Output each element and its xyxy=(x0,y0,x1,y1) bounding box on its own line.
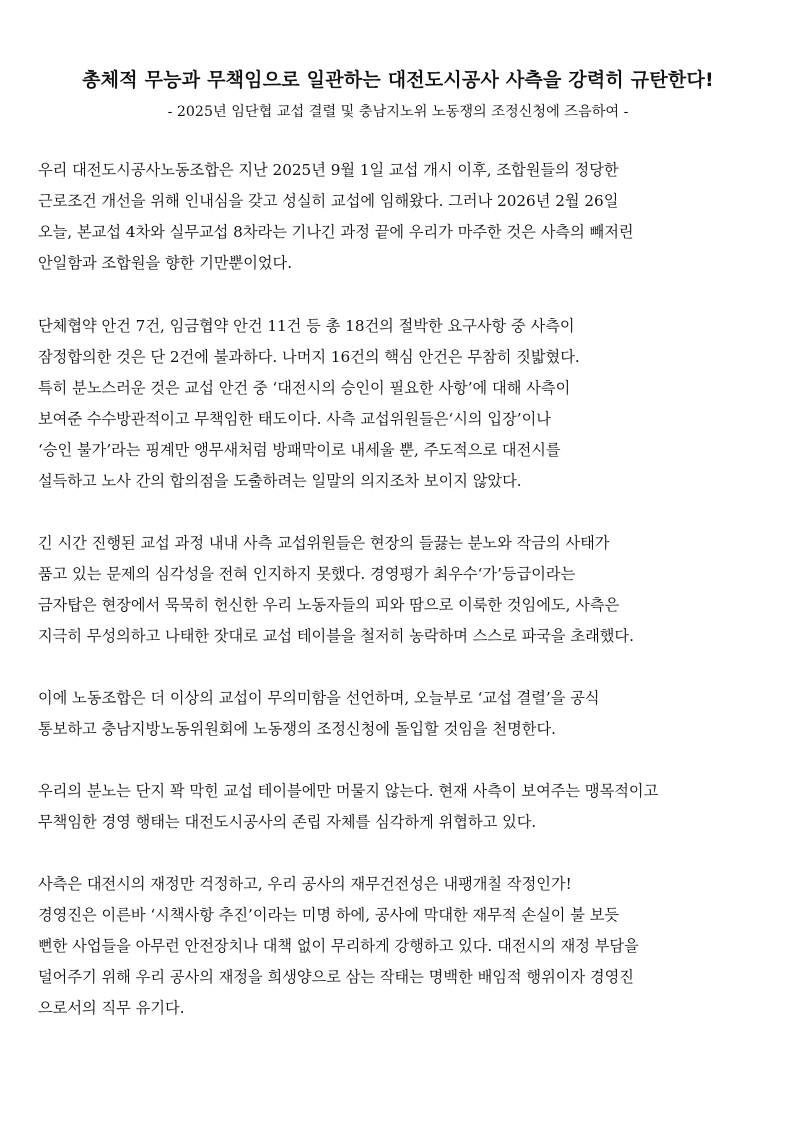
statement-document xyxy=(38,60,758,1024)
paragraph-6 xyxy=(38,869,758,1024)
paragraph-line: ‘승인 불가’라는 핑계만 앵무새처럼 방패막이로 내세울 뿐, 주도적으로 대전시를 xyxy=(38,441,561,459)
paragraph-line: 이에 노동조합은 더 이상의 교섭이 무의미함을 선언하며, 오늘부로 ‘교섭 결렬’을 공식 xyxy=(38,689,600,707)
paragraph-line: 무책임한 경영 행태는 대전도시공사의 존립 자체를 심각하게 위협하고 있다. xyxy=(38,813,537,831)
paragraph-line: 뻔한 사업들을 아무런 안전장치나 대책 없이 무리하게 강행하고 있다. 대전시의 재정 부담을 xyxy=(38,937,639,955)
paragraph-line: 특히 분노스러운 것은 교섭 안건 중 ‘대전시의 승인이 필요한 사항’에 대해 사측이 xyxy=(38,379,571,397)
paragraph-line: 설득하고 노사 간의 합의점을 도출하려는 일말의 의지조차 보이지 않았다. xyxy=(38,472,522,490)
paragraph-line: 단체협약 안건 7건, 임금협약 안건 11건 등 총 18건의 절박한 요구사항 중 사측이 xyxy=(38,317,575,335)
document-title: 총체적 무능과 무책임으로 일관하는 대전도시공사 사측을 강력히 규탄한다! xyxy=(82,69,714,91)
paragraph-line: 사측은 대전시의 재정만 걱정하고, 우리 공사의 재무건전성은 내팽개칠 작정인가! xyxy=(38,875,572,893)
document-subtitle: - 2025년 임단협 교섭 결렬 및 충남지노위 노동쟁의 조정신청에 즈음하여 - xyxy=(167,104,629,120)
paragraph-1 xyxy=(38,155,758,279)
paragraph-4 xyxy=(38,683,758,745)
paragraph-5 xyxy=(38,776,758,838)
paragraph-line: 우리의 분노는 단지 꽉 막힌 교섭 테이블에만 머물지 않는다. 현재 사측이 보여주는 맹목적이고 xyxy=(38,782,659,800)
paragraph-line: 통보하고 충남지방노동위원회에 노동쟁의 조정신청에 돌입할 것임을 천명한다. xyxy=(38,720,556,738)
paragraph-line: 오늘, 본교섭 4차와 실무교섭 8차라는 기나긴 과정 끝에 우리가 마주한 것은 사측의 빼저린 xyxy=(38,223,634,241)
paragraph-line: 지극히 무성의하고 나태한 잣대로 교섭 테이블을 철저히 농락하며 스스로 파국을 초래했다. xyxy=(38,627,634,645)
paragraph-line: 덜어주기 위해 우리 공사의 재정을 희생양으로 삼는 작태는 명백한 배임적 행위이자 경영진 xyxy=(38,968,634,986)
paragraph-2 xyxy=(38,311,758,497)
paragraph-line: 경영진은 이른바 ‘시책사항 추진’이라는 미명 하에, 공사에 막대한 재무적 손실이 불 보듯 xyxy=(38,906,620,924)
paragraph-line: 보여준 수수방관적이고 무책임한 태도이다. 사측 교섭위원들은‘시의 입장’이나 xyxy=(38,410,551,428)
paragraph-line: 잠정합의한 것은 단 2건에 불과하다. 나머지 16건의 핵심 안건은 무참히 짓밟혔다. xyxy=(38,348,580,366)
paragraph-3 xyxy=(38,528,758,652)
paragraph-line: 품고 있는 문제의 심각성을 전혀 인지하지 못했다. 경영평가 최우수‘가’등급이라는 xyxy=(38,565,576,583)
paragraph-line: 안일함과 조합원을 향한 기만뿐이었다. xyxy=(38,254,293,272)
paragraph-line: 금자탑은 현장에서 묵묵히 헌신한 우리 노동자들의 피와 땀으로 이룩한 것임에도, 사측은 xyxy=(38,596,620,614)
paragraph-line: 긴 시간 진행된 교섭 과정 내내 사측 교섭위원들은 현장의 들끓는 분노와 작금의 사태가 xyxy=(38,534,610,552)
paragraph-line: 근로조건 개선을 위해 인내심을 갖고 성실히 교섭에 임해왔다. 그러나 2026년 2월 26일 xyxy=(38,192,619,210)
paragraph-line: 으로서의 직무 유기다. xyxy=(38,999,185,1017)
paragraph-line: 우리 대전도시공사노동조합은 지난 2025년 9월 1일 교섭 개시 이후, 조합원들의 정당한 xyxy=(38,161,619,179)
